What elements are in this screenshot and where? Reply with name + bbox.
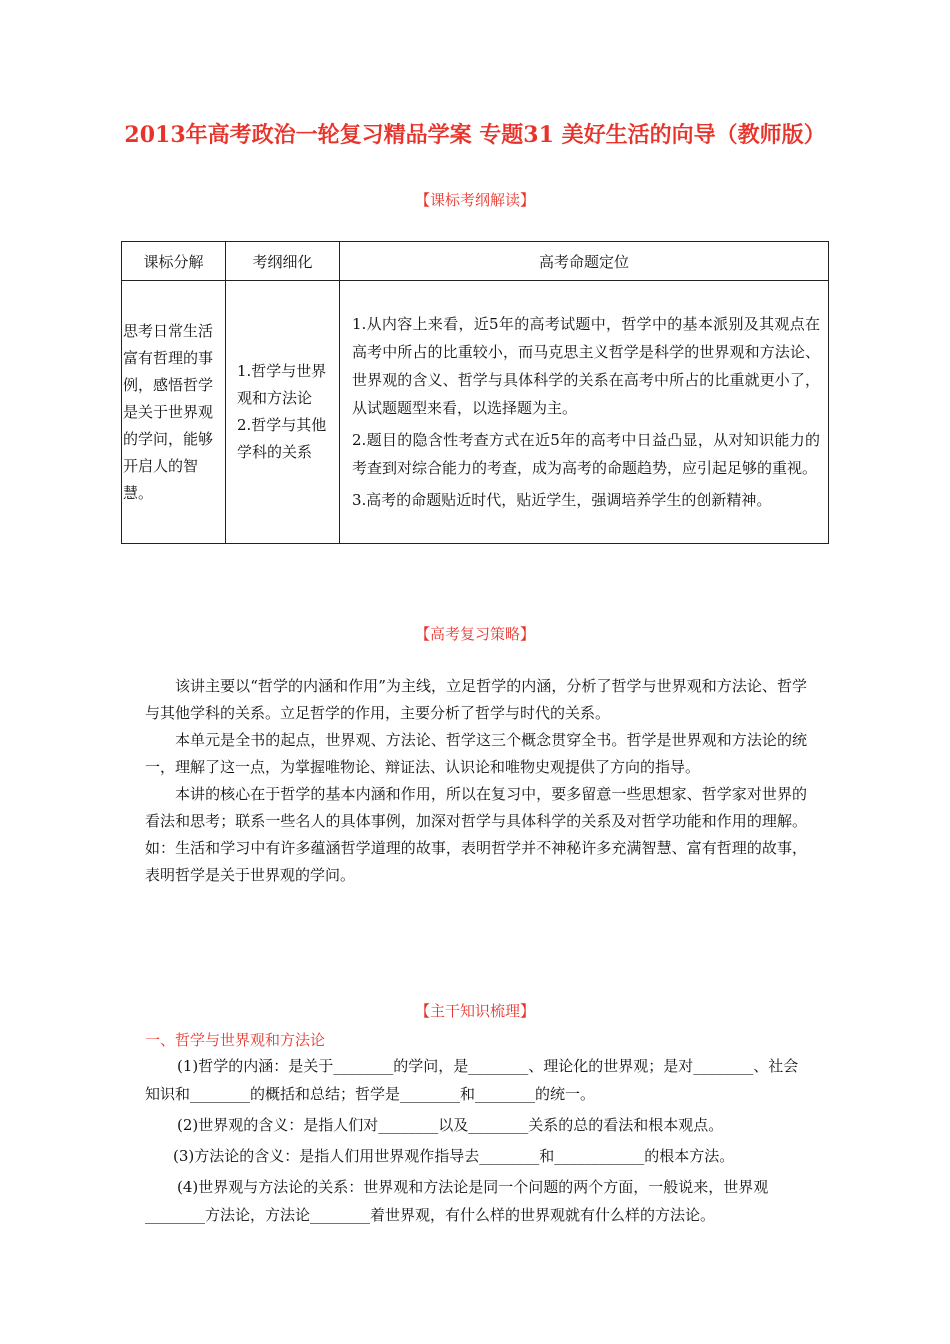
positioning-item: 2.题目的隐含性考查方式在近5年的高考中日益凸显，从对知识能力的考查到对综合能力的考查，成为高考的命题趋势，应引起足够的重视。 <box>352 431 820 477</box>
table-cell-curriculum <box>122 281 226 544</box>
positioning-item: 1.从内容上来看，近5年的高考试题中，哲学中的基本派别及其观点在高考中所占的比重较小，而马克思主义哲学是科学的世界观和方法论、世界观的含义、哲学与具体科学的关系在高考中所占的比重就更小了，从试题题型来看，以选择题为主。 <box>352 315 820 417</box>
strategy-body <box>145 673 807 889</box>
table-header-cell: 课标分解 <box>122 242 226 281</box>
table-header-cell: 高考命题定位 <box>340 242 829 281</box>
knowledge-item: (2)世界观的含义：是指人们对________以及________关系的总的看法和根本观点。 <box>177 1116 724 1134</box>
strategy-paragraph: 本单元是全书的起点，世界观、方法论、哲学这三个概念贯穿全书。哲学是世界观和方法论的统一，理解了这一点，为掌握唯物论、辩证法、认识论和唯物史观提供了方向的指导。 <box>145 731 807 776</box>
section-heading: 一、哲学与世界观和方法论 <box>145 1031 326 1049</box>
syllabus-item: 1.哲学与世界观和方法论 <box>237 362 327 407</box>
positioning-item: 3.高考的命题贴近时代，贴近学生，强调培养学生的创新精神。 <box>352 491 772 509</box>
syllabus-item: 2.哲学与其他学科的关系 <box>237 416 327 461</box>
knowledge-item: (1)哲学的内涵：是关于________的学问，是________、理论化的世界观；是对________、社会知识和________的概括和总结；哲学是________和________的统一。 <box>145 1057 799 1103</box>
strategy-paragraph: 本讲的核心在于哲学的基本内涵和作用，所以在复习中，要多留意一些思想家、哲学家对世界的看法和思考；联系一些名人的具体事例，加深对哲学与具体科学的关系及对哲学功能和作用的理解。如：生活和学习中有许多蕴涵哲学道理的故事，表明哲学并不神秘许多充满智慧、富有哲理的故事，表明哲学是关于世界观的学问。 <box>145 785 807 884</box>
knowledge-item: (3)方法论的含义：是指人们用世界观作指导去________和____________的根本方法。 <box>173 1147 735 1165</box>
knowledge-item: (4)世界观与方法论的关系：世界观和方法论是同一个问题的两个方面，一般说来，世界观________方法论，方法论________着世界观，有什么样的世界观就有什么样的方法论。 <box>145 1178 769 1224</box>
table-header-cell: 考纲细化 <box>226 242 340 281</box>
outline-subtitle: 【课标考纲解读】 <box>414 191 535 209</box>
table-cell-positioning <box>340 281 829 544</box>
page-title: 2013年高考政治一轮复习精品学案 专题31 美好生活的向导（教师版） <box>124 122 826 148</box>
knowledge-heading: 【主干知识梳理】 <box>414 1002 535 1020</box>
strategy-heading: 【高考复习策略】 <box>414 625 535 643</box>
knowledge-list <box>145 1052 807 1232</box>
outline-table <box>121 241 829 544</box>
table-cell-syllabus <box>226 281 340 544</box>
table-header-row <box>122 242 829 281</box>
curriculum-text: 思考日常生活富有哲理的事例，感悟哲学是关于世界观的学问，能够开启人的智慧。 <box>123 321 214 502</box>
table-row <box>122 281 829 544</box>
strategy-paragraph: 该讲主要以“哲学的内涵和作用”为主线，立足哲学的内涵，分析了哲学与世界观和方法论、哲学与其他学科的关系。立足哲学的作用，主要分析了哲学与时代的关系。 <box>145 677 807 722</box>
